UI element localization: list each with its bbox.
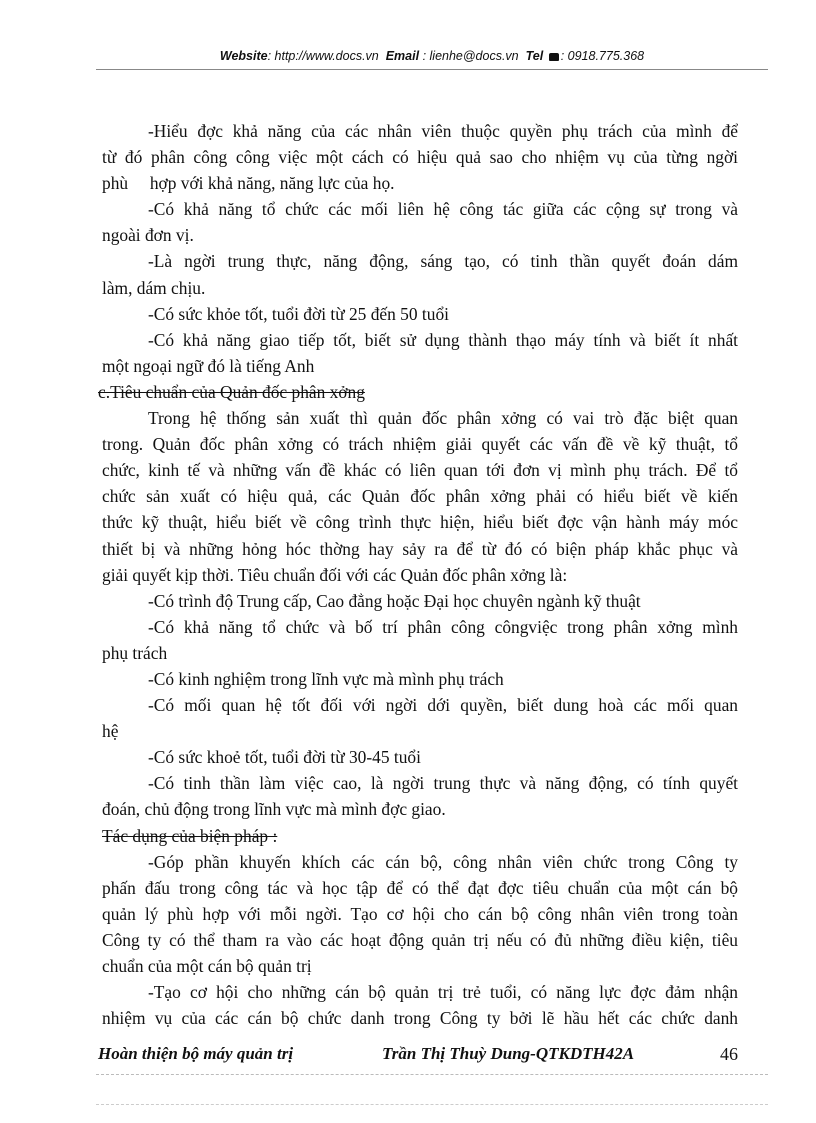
- text-line: phụ trách: [102, 642, 168, 663]
- email-label: Email: [385, 49, 420, 63]
- footer-author: Trần Thị Thuỳ Dung-QTKDTH42A: [382, 1044, 635, 1063]
- text-line: chức, kinh tế và những vấn đề khác có liên quan tới đơn vị mình phụ trách. Để tổ: [102, 460, 738, 481]
- text-line: từ đó phân công công việc một cách có hiệu quả sao cho nhiệm vụ của từng ngời: [102, 147, 738, 168]
- page-header: [96, 49, 768, 63]
- text-line: chuẩn của một cán bộ quản trị: [102, 956, 312, 976]
- section-heading: Tác dụng của biện pháp :: [102, 825, 278, 846]
- page-footer: [96, 1044, 746, 1072]
- text-line: đoán, chủ động trong lĩnh vực mà mình đợc giao.: [102, 799, 446, 820]
- text-line: -Có khả năng tổ chức và bố trí phân công côngviệc trong phân xởng mình: [148, 616, 738, 637]
- tel-label: Tel: [525, 49, 544, 63]
- text-line: Trong hệ thống sản xuất thì quản đốc phân xởng có vai trò đặc biệt quan: [148, 408, 738, 429]
- text-line: -Là ngời trung thực, năng động, sáng tạo, có tinh thần quyết đoán dám: [148, 251, 738, 272]
- text-line: giải quyết kịp thời. Tiêu chuẩn đối với các Quản đốc phân xởng là:: [102, 564, 568, 585]
- text-line: phấn đấu trong công tác và học tập để có thể đạt đợc tiêu chuẩn của một cán bộ: [102, 877, 738, 898]
- text-line: -Có tinh thần làm việc cao, là ngời trung thực và năng động, có tính quyết: [148, 773, 738, 794]
- section-heading: c.Tiêu chuẩn của Quản đốc phân xởng: [98, 381, 365, 402]
- text-line: thiết bị và những hỏng hóc thờng hay sảy ra để từ đó có biện pháp khắc phục và: [102, 538, 738, 559]
- text-line: -Có trình độ Trung cấp, Cao đẳng hoặc Đại học chuyên ngành kỹ thuật: [148, 590, 641, 611]
- text-line: -Có sức khỏe tốt, tuổi đời từ 25 đến 50 tuổi: [148, 303, 449, 324]
- text-line: -Có khả năng giao tiếp tốt, biết sử dụng thành thạo máy tính và biết ít nhất: [148, 329, 738, 350]
- phone-icon: [549, 53, 559, 61]
- text-line: ngoài đơn vị.: [102, 225, 194, 246]
- text-line: -Hiểu đợc khả năng của các nhân viên thuộc quyền phụ trách của mình để: [148, 121, 738, 141]
- text-line: -Có khả năng tổ chức các mối liên hệ công tác giữa các cộng sự trong và: [148, 199, 738, 220]
- page-number: 46: [720, 1044, 738, 1064]
- text-line: làm, dám chịu.: [102, 277, 206, 298]
- text-line: -Góp phần khuyến khích các cán bộ, công nhân viên chức trong Công ty: [148, 851, 738, 872]
- document-body: [98, 118, 738, 1031]
- email-value: : lienhe@docs.vn: [422, 49, 519, 63]
- text-line: -Có sức khoẻ tốt, tuổi đời từ 30-45 tuổi: [148, 747, 421, 768]
- website-value: : http://www.docs.vn: [267, 49, 379, 63]
- text-line: quản lý phù hợp với mỗi ngời. Tạo cơ hội cho cán bộ công nhân viên trong toàn: [102, 903, 738, 924]
- text-line: -Có mối quan hệ tốt đối với ngời dới quyền, biết dung hoà các mối quan: [148, 695, 738, 716]
- page-bottom-divider: [96, 1104, 768, 1105]
- tel-value: : 0918.775.368: [560, 49, 645, 63]
- text-line: nhiệm vụ của các cán bộ chức danh trong Công ty bởi lẽ hầu hết các chức danh: [102, 1008, 738, 1029]
- header-divider: [96, 69, 768, 70]
- text-line: trong. Quản đốc phân xởng có trách nhiệm giải quyết các vấn đề về kỹ thuật, tổ: [102, 434, 738, 455]
- text-line: -Có kinh nghiệm trong lĩnh vực mà mình phụ trách: [148, 668, 504, 689]
- footer-divider: [96, 1074, 768, 1075]
- website-label: Website: [219, 49, 268, 63]
- footer-title: Hoàn thiện bộ máy quản trị: [98, 1044, 294, 1063]
- text-line: -Tạo cơ hội cho những cán bộ quản trị trẻ tuổi, có năng lực đợc đảm nhận: [148, 982, 738, 1003]
- text-line: Công ty có thể tham ra vào các hoạt động quản trị nếu có đủ những điều kiện, tiêu: [102, 929, 738, 950]
- text-line: chức sản xuất có hiệu quả, các Quản đốc phân xởng phải có hiểu biết về kiến: [102, 486, 738, 507]
- text-line: thức kỹ thuật, hiểu biết về công trình thực hiện, hiểu biết đợc vận hành máy móc: [102, 512, 738, 533]
- text-line: một ngoại ngữ đó là tiếng Anh: [102, 355, 315, 376]
- text-line: phù hợp với khả năng, năng lực của họ.: [102, 173, 395, 194]
- text-line: hệ: [102, 721, 119, 742]
